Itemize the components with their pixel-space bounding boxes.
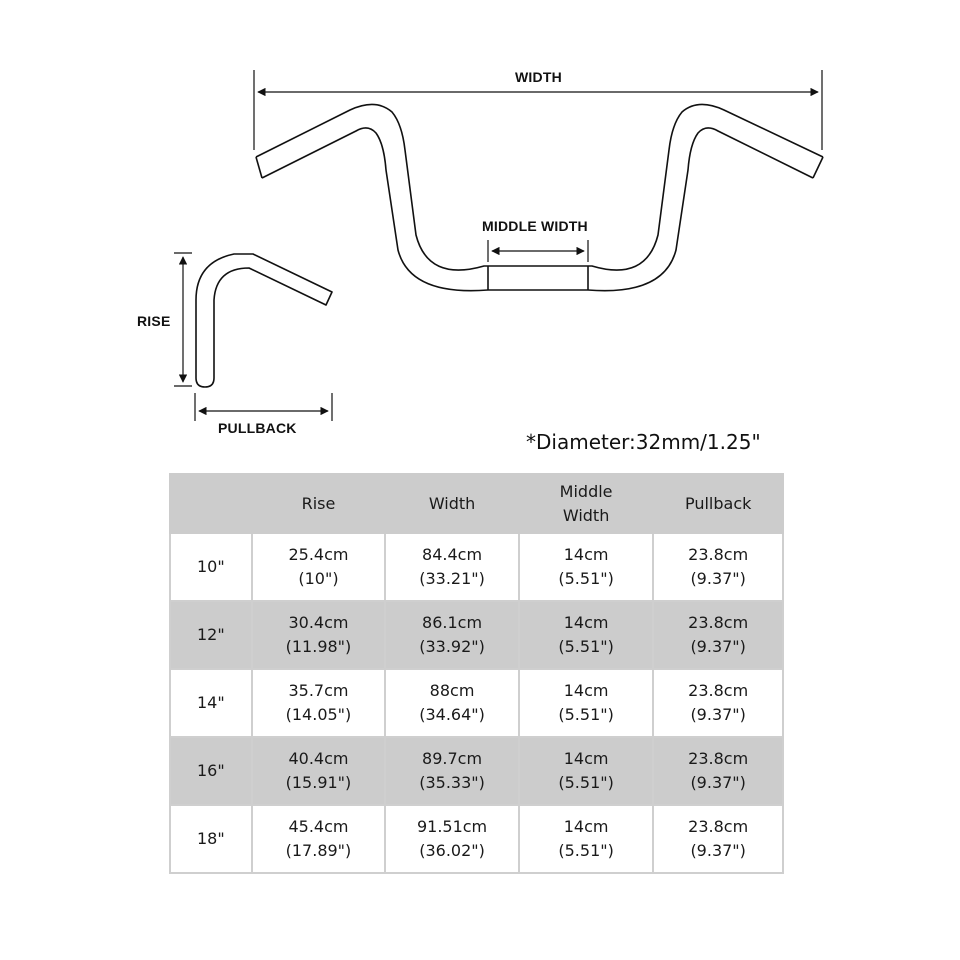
mid-cm: 14cm: [563, 545, 609, 564]
rise-label: RISE: [137, 313, 171, 329]
diameter-note: *Diameter:32mm/1.25": [526, 430, 761, 454]
rise-dimension: [174, 253, 192, 386]
cell-width: [385, 737, 519, 805]
rise-cm: 45.4cm: [288, 817, 349, 836]
cell-rise: [252, 601, 386, 669]
mid-in: (5.51"): [558, 637, 614, 656]
cell-pullback: [653, 601, 783, 669]
width-cm: 91.51cm: [416, 817, 488, 836]
handlebar-diagram: [0, 0, 960, 470]
pull-cm: 23.8cm: [688, 545, 749, 564]
pull-cm: 23.8cm: [688, 681, 749, 700]
cell-pullback: [653, 533, 783, 601]
cell-width: [385, 805, 519, 873]
cell-rise: [252, 737, 386, 805]
rise-cm: 25.4cm: [288, 545, 349, 564]
width-label: WIDTH: [515, 69, 562, 85]
width-in: (33.92"): [419, 637, 485, 656]
cell-middle-width: [519, 533, 654, 601]
mid-in: (5.51"): [558, 569, 614, 588]
rise-in: (14.05"): [285, 705, 352, 724]
table-row: [170, 669, 783, 737]
front-view-handlebar: [256, 104, 823, 290]
rise-in: (10"): [298, 569, 339, 588]
pull-cm: 23.8cm: [688, 817, 749, 836]
cell-middle-width: [519, 805, 654, 873]
cell-width: [385, 601, 519, 669]
width-cm: 89.7cm: [422, 749, 483, 768]
middle-width-label: MIDDLE WIDTH: [482, 218, 588, 234]
cell-size: 10": [170, 533, 252, 601]
cell-rise: [252, 805, 386, 873]
header-middle-width-line1: Middle: [559, 481, 613, 501]
mid-in: (5.51"): [558, 705, 614, 724]
cell-middle-width: [519, 737, 654, 805]
header-width: Width: [385, 474, 519, 533]
pull-in: (9.37"): [690, 637, 746, 656]
mid-cm: 14cm: [563, 681, 609, 700]
width-in: (35.33"): [419, 773, 485, 792]
width-in: (33.21"): [419, 569, 485, 588]
header-middle-width-line2: Width: [562, 505, 610, 525]
mid-cm: 14cm: [563, 749, 609, 768]
cell-rise: [252, 533, 386, 601]
pullback-label: PULLBACK: [218, 420, 297, 436]
width-cm: 86.1cm: [422, 613, 483, 632]
width-cm: 84.4cm: [422, 545, 483, 564]
rise-cm: 40.4cm: [288, 749, 349, 768]
header-middle-width: [519, 474, 654, 533]
rise-cm: 35.7cm: [288, 681, 349, 700]
header-size: [170, 474, 252, 533]
pull-in: (9.37"): [690, 773, 746, 792]
cell-size: 12": [170, 601, 252, 669]
mid-cm: 14cm: [563, 613, 609, 632]
pull-cm: 23.8cm: [688, 613, 749, 632]
cell-rise: [252, 669, 386, 737]
pull-in: (9.37"): [690, 841, 746, 860]
cell-size: 16": [170, 737, 252, 805]
pullback-dimension: [195, 393, 332, 421]
cell-middle-width: [519, 601, 654, 669]
pull-in: (9.37"): [690, 569, 746, 588]
header-rise: Rise: [252, 474, 386, 533]
cell-size: 18": [170, 805, 252, 873]
pull-cm: 23.8cm: [688, 749, 749, 768]
middle-width-dimension: [488, 240, 588, 262]
rise-in: (15.91"): [285, 773, 352, 792]
width-in: (34.64"): [419, 705, 485, 724]
header-pullback: Pullback: [653, 474, 783, 533]
rise-in: (17.89"): [285, 841, 352, 860]
width-cm: 88cm: [429, 681, 475, 700]
mid-cm: 14cm: [563, 817, 609, 836]
rise-in: (11.98"): [285, 637, 352, 656]
cell-size: 14": [170, 669, 252, 737]
rise-cm: 30.4cm: [288, 613, 349, 632]
table-header-row: [170, 474, 783, 533]
cell-width: [385, 533, 519, 601]
table-row: [170, 601, 783, 669]
size-spec-table: [169, 473, 784, 874]
table-row: [170, 737, 783, 805]
cell-pullback: [653, 669, 783, 737]
cell-pullback: [653, 805, 783, 873]
width-in: (36.02"): [419, 841, 485, 860]
cell-pullback: [653, 737, 783, 805]
table-row: [170, 533, 783, 601]
pull-in: (9.37"): [690, 705, 746, 724]
side-view-handlebar: [196, 254, 332, 387]
table-row: [170, 805, 783, 873]
mid-in: (5.51"): [558, 773, 614, 792]
cell-middle-width: [519, 669, 654, 737]
cell-width: [385, 669, 519, 737]
mid-in: (5.51"): [558, 841, 614, 860]
